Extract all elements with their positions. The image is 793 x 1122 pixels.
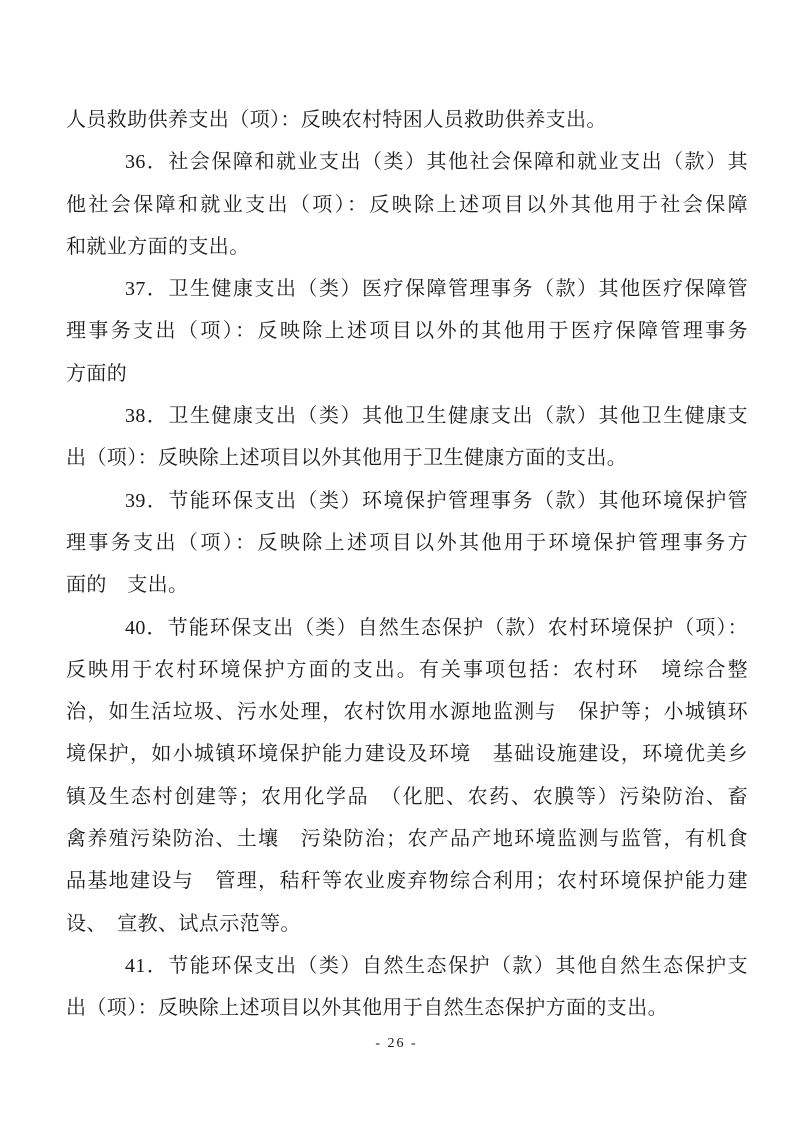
text-line: 出（项）：反映除上述项目以外其他用于自然生态保护方面的支出。 <box>66 997 668 1020</box>
text-line: 37．卫生健康支出（类）医疗保障管理事务（款）其他医疗保障管 <box>125 278 748 301</box>
text-line: 38．卫生健康支出（类）其他卫生健康支出（款）其他卫生健康支 <box>125 405 748 428</box>
text-line: 他社会保障和就业支出（项）：反映除上述项目以外其他用于社会保障 <box>66 193 748 216</box>
text-line: 镇及生态村创建等；农用化学品 （化肥、农药、农膜等）污染防治、畜 <box>66 785 748 808</box>
text-line: 理事务支出（项）：反映除上述项目以外其他用于环境保护管理事务方 <box>66 531 748 554</box>
page-number: - 26 - <box>375 1036 418 1051</box>
text-line: 设、 宣教、试点示范等。 <box>66 912 301 935</box>
paragraph-item-36 <box>66 141 748 268</box>
text-line: 出（项）：反映除上述项目以外其他用于卫生健康方面的支出。 <box>66 447 628 470</box>
text-line: 人员救助供养支出（项）：反映农村特困人员救助供养支出。 <box>66 109 607 131</box>
paragraph-item-39 <box>66 480 748 607</box>
text-line: 反映用于农村环境保护方面的支出。有关事项包括：农村环 境综合整 <box>66 658 748 681</box>
paragraph-item-41 <box>66 945 748 1030</box>
document-body <box>66 99 748 1030</box>
text-line: 理事务支出（项）：反映除上述项目以外的其他用于医疗保障管理事务 <box>66 320 748 343</box>
text-line: 和就业方面的支出。 <box>66 235 250 258</box>
text-line: 境保护，如小城镇环境保护能力建设及环境 基础设施建设，环境优美乡 <box>66 743 748 766</box>
text-line: 品基地建设与 管理，秸秆等农业废弃物综合利用；农村环境保护能力建 <box>66 870 748 893</box>
text-line: 面的 支出。 <box>66 574 189 597</box>
paragraph-item-38 <box>66 395 748 480</box>
text-line: 36．社会保障和就业支出（类）其他社会保障和就业支出（款）其 <box>125 151 748 174</box>
text-line: 41．节能环保支出（类）自然生态保护（款）其他自然生态保护支 <box>125 954 748 977</box>
text-line: 治，如生活垃圾、污水处理，农村饮用水源地监测与 保护等；小城镇环 <box>66 701 748 724</box>
text-line: 39．节能环保支出（类）环境保护管理事务（款）其他环境保护管 <box>125 489 748 512</box>
paragraph-35-continuation <box>66 99 748 141</box>
text-line: 方面的 <box>66 362 128 385</box>
paragraph-item-37 <box>66 268 748 395</box>
paragraph-item-40 <box>66 607 748 945</box>
text-line: 禽养殖污染防治、土壤 污染防治；农产品产地环境监测与监管，有机食 <box>66 828 748 851</box>
text-line: 40．节能环保支出（类）自然生态保护（款）农村环境保护（项）： <box>125 616 748 639</box>
